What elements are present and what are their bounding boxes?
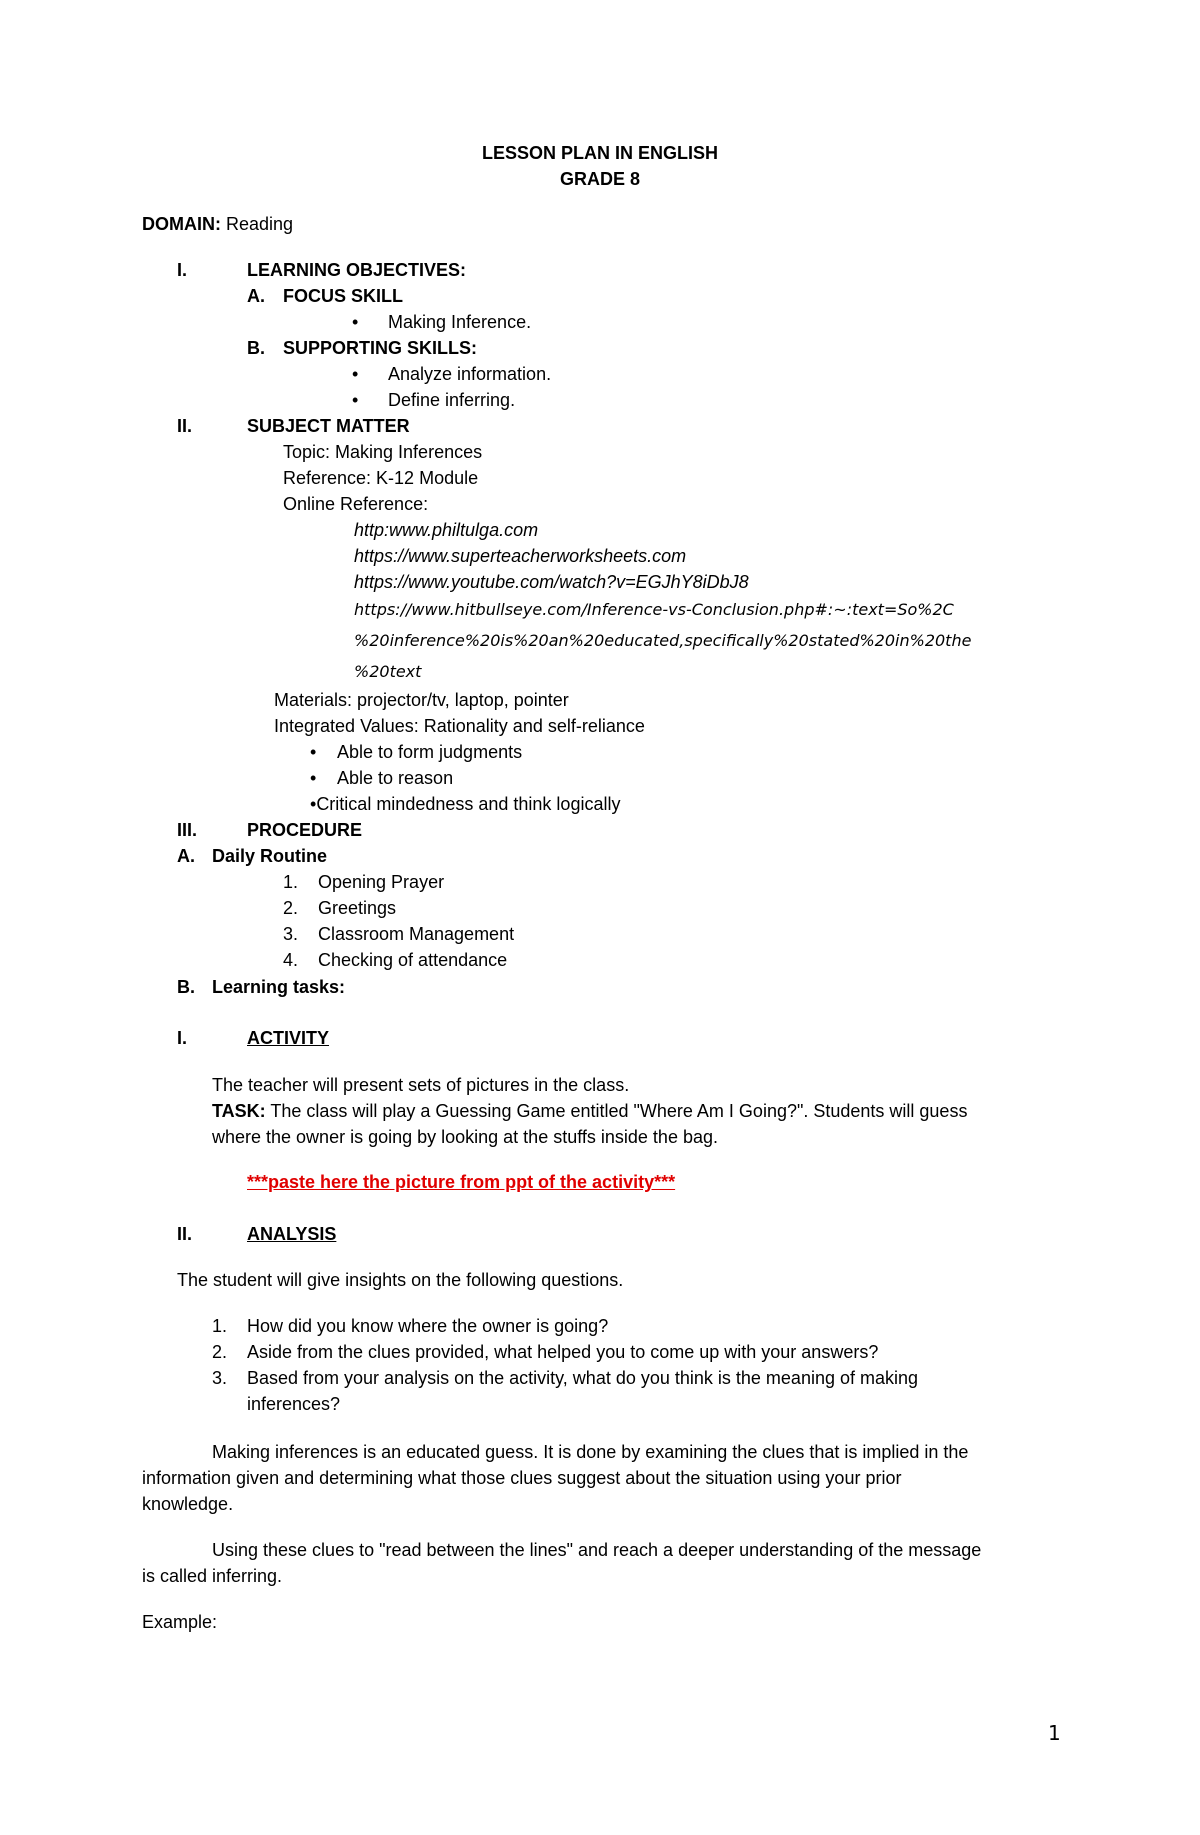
routine-number: 2. — [283, 898, 299, 918]
page-number: 1 — [1048, 1721, 1061, 1745]
subject-heading: SUBJECT MATTER — [247, 416, 410, 436]
domain-line — [142, 214, 293, 235]
paragraph-line: is called inferring. — [142, 1566, 283, 1586]
routine-number: 4. — [283, 950, 299, 970]
reference-link-long[interactable]: %20inference%20is%20an%20educated,specifically%20stated%20in%20the — [354, 631, 972, 650]
reference-link[interactable]: http:www.philtulga.com — [354, 520, 539, 540]
value-item: Able to reason — [337, 768, 454, 788]
paragraph-line: Using these clues to "read between the lines" and reach a deeper understanding of the message — [212, 1540, 982, 1560]
materials-line: Materials: projector/tv, laptop, pointer — [274, 690, 569, 710]
question-item: Based from your analysis on the activity, what do you think is the meaning of making — [247, 1368, 919, 1388]
routine-letter: A. — [177, 846, 195, 866]
question-item: How did you know where the owner is going? — [247, 1316, 609, 1336]
activity-numeral: I. — [177, 1028, 188, 1048]
focus-heading: FOCUS SKILL — [283, 286, 403, 306]
activity-intro: The teacher will present sets of pictures in the class. — [212, 1075, 630, 1095]
activity-task-line2: where the owner is going by looking at the stuffs inside the bag. — [212, 1127, 718, 1147]
domain-label: DOMAIN: — [142, 214, 221, 234]
focus-item: Making Inference. — [388, 312, 532, 332]
bullet-icon: • — [352, 312, 359, 332]
subject-numeral: II. — [177, 416, 193, 436]
bullet-icon: • — [310, 742, 317, 762]
routine-item: Checking of attendance — [318, 950, 508, 970]
reference-line: Reference: K-12 Module — [283, 468, 479, 488]
supporting-item: Define inferring. — [388, 390, 516, 410]
domain-value: Reading — [226, 214, 294, 234]
reference-link-long[interactable]: https://www.hitbullseye.com/Inference-vs-Conclusion.php#:~:text=So%2C — [354, 600, 954, 619]
question-number: 3. — [212, 1368, 228, 1388]
paragraph-line: Making inferences is an educated guess. It is done by examining the clues that is implied in the — [212, 1442, 969, 1462]
value-item-last: •Critical mindedness and think logically — [310, 794, 621, 814]
routine-number: 3. — [283, 924, 299, 944]
supporting-item: Analyze information. — [388, 364, 552, 384]
objectives-numeral: I. — [177, 260, 188, 280]
reference-link-long[interactable]: %20text — [354, 662, 422, 681]
supporting-heading: SUPPORTING SKILLS: — [283, 338, 478, 358]
reference-link[interactable]: https://www.youtube.com/watch?v=EGJhY8iDbJ8 — [354, 572, 749, 592]
page-title: LESSON PLAN IN ENGLISH — [481, 143, 719, 163]
tasks-heading: Learning tasks: — [212, 977, 346, 997]
online-reference-label: Online Reference: — [283, 494, 429, 514]
question-item: Aside from the clues provided, what helped you to come up with your answers? — [247, 1342, 879, 1362]
procedure-numeral: III. — [177, 820, 198, 840]
task-text: The class will play a Guessing Game entitled "Where Am I Going?". Students will guess — [265, 1101, 968, 1121]
example-label: Example: — [142, 1612, 218, 1632]
activity-heading: ACTIVITY — [247, 1028, 330, 1048]
value-item: Able to form judgments — [337, 742, 523, 762]
procedure-heading: PROCEDURE — [247, 820, 363, 840]
activity-task-line — [212, 1101, 967, 1122]
question-number: 2. — [212, 1342, 228, 1362]
question-number: 1. — [212, 1316, 228, 1336]
objectives-heading: LEARNING OBJECTIVES: — [247, 260, 467, 280]
paragraph-line: information given and determining what those clues suggest about the situation using your prior — [142, 1468, 902, 1488]
routine-heading: Daily Routine — [212, 846, 328, 866]
picture-placeholder: ***paste here the picture from ppt of the activity*** — [247, 1172, 676, 1192]
grade-label: GRADE 8 — [559, 169, 640, 189]
analysis-heading: ANALYSIS — [247, 1224, 337, 1244]
bullet-icon: • — [310, 768, 317, 788]
tasks-letter: B. — [177, 977, 195, 997]
routine-number: 1. — [283, 872, 299, 892]
topic-line: Topic: Making Inferences — [283, 442, 483, 462]
routine-item: Classroom Management — [318, 924, 515, 944]
task-label: TASK: — [212, 1101, 266, 1121]
values-line: Integrated Values: Rationality and self-reliance — [274, 716, 645, 736]
bullet-icon: • — [352, 364, 359, 384]
paragraph-line: knowledge. — [142, 1494, 234, 1514]
routine-item: Greetings — [318, 898, 397, 918]
question-item-cont: inferences? — [247, 1394, 341, 1414]
bullet-icon: • — [352, 390, 359, 410]
analysis-intro: The student will give insights on the following questions. — [177, 1270, 624, 1290]
supporting-letter: B. — [247, 338, 265, 358]
reference-link[interactable]: https://www.superteacherworksheets.com — [354, 546, 687, 566]
focus-letter: A. — [247, 286, 265, 306]
analysis-numeral: II. — [177, 1224, 193, 1244]
value-item: Critical mindedness and think logically — [316, 794, 621, 814]
routine-item: Opening Prayer — [318, 872, 445, 892]
